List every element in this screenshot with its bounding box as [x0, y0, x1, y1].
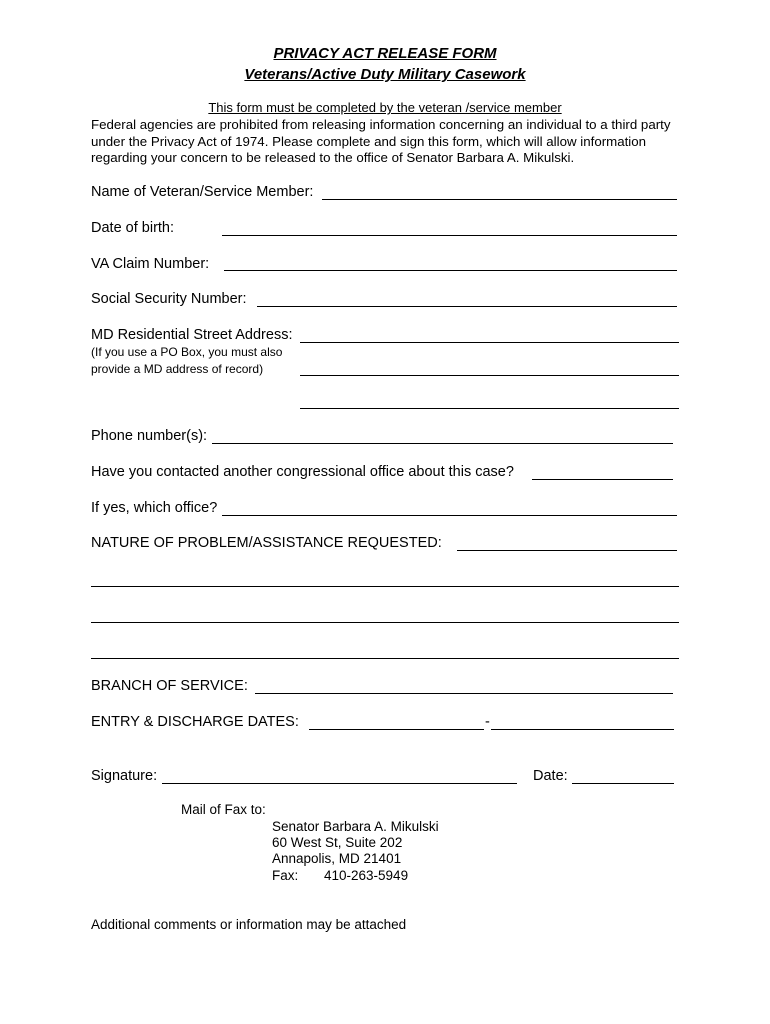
- dob-label: Date of birth:: [91, 220, 175, 236]
- mail-street: 60 West St, Suite 202: [272, 835, 403, 850]
- entry-date-input-line[interactable]: [309, 729, 484, 730]
- address-input-line-2[interactable]: [300, 375, 679, 376]
- contacted-label: Have you contacted another congressional office about this case?: [91, 464, 514, 480]
- phone-input-line[interactable]: [212, 443, 673, 444]
- which-office-input-line[interactable]: [222, 515, 677, 516]
- address-input-line-1[interactable]: [300, 342, 679, 343]
- name-label: Name of Veteran/Service Member:: [91, 184, 314, 200]
- va-claim-input-line[interactable]: [224, 270, 677, 271]
- date-input-line[interactable]: [572, 783, 674, 784]
- nature-input-line-4[interactable]: [91, 658, 679, 659]
- fax-number: 410-263-5949: [324, 868, 409, 883]
- dates-separator: -: [485, 714, 490, 730]
- address-note: (If you use a PO Box, you must also provide a MD address of record): [91, 345, 283, 376]
- va-claim-label: VA Claim Number:: [91, 256, 210, 272]
- nature-label: NATURE OF PROBLEM/ASSISTANCE REQUESTED:: [91, 535, 442, 551]
- branch-label: BRANCH OF SERVICE:: [91, 678, 248, 694]
- nature-input-line-2[interactable]: [91, 586, 679, 587]
- footer-note: Additional comments or information may be attached: [91, 917, 407, 932]
- form-subtitle: Veterans/Active Duty Military Casework: [244, 66, 526, 83]
- phone-label: Phone number(s):: [91, 428, 208, 444]
- which-office-label: If yes, which office?: [91, 500, 218, 516]
- mail-city: Annapolis, MD 21401: [272, 851, 402, 866]
- dob-input-line[interactable]: [222, 235, 677, 236]
- ssn-input-line[interactable]: [257, 306, 677, 307]
- dates-label: ENTRY & DISCHARGE DATES:: [91, 714, 299, 730]
- date-label: Date:: [533, 768, 568, 784]
- contacted-input-line[interactable]: [532, 479, 673, 480]
- branch-input-line[interactable]: [255, 693, 673, 694]
- name-input-line[interactable]: [322, 199, 677, 200]
- form-title: PRIVACY ACT RELEASE FORM: [273, 45, 497, 62]
- address-label: MD Residential Street Address:: [91, 327, 293, 343]
- mail-label: Mail of Fax to:: [181, 802, 266, 817]
- discharge-date-input-line[interactable]: [491, 729, 674, 730]
- nature-input-line-1[interactable]: [457, 550, 677, 551]
- fax-label: Fax:: [272, 868, 299, 883]
- nature-input-line-3[interactable]: [91, 622, 679, 623]
- signature-input-line[interactable]: [162, 783, 517, 784]
- form-instruction: This form must be completed by the veteran /service member: [208, 100, 562, 115]
- ssn-label: Social Security Number:: [91, 291, 247, 307]
- intro-paragraph: Federal agencies are prohibited from releasing information concerning an individual to a third party under the Privacy Act of 1974. Please complete and sign this form, which will allow information regarding your concern to be released to the office of Senator Barbara A. Mikulski.: [91, 117, 671, 165]
- signature-label: Signature:: [91, 768, 158, 784]
- address-input-line-3[interactable]: [300, 408, 679, 409]
- mail-recipient: Senator Barbara A. Mikulski: [272, 819, 439, 834]
